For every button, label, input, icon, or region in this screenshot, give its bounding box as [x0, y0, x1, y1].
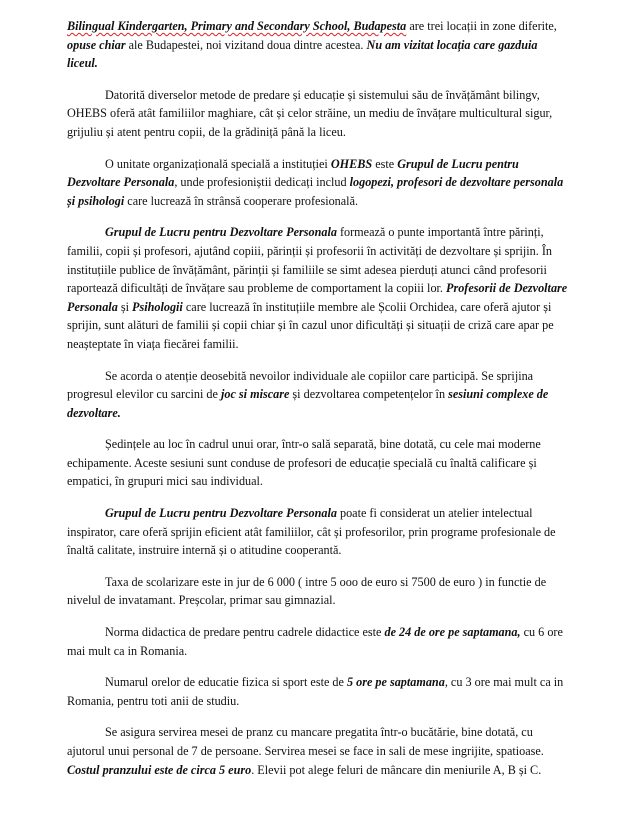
emphasis-run: Profesorii de Dezvoltare Personala [67, 281, 568, 314]
text-run: formează o punte importantă între părinți, familii, copii și profesori, ajutând copiii, părinții și profesorii în activități de dezvoltare și sprijin. În instituțiile publice de învățământ, părinții și familiile se simt adesea pierduți atunci când profesorii raportează dificultăți de învățare sau probleme de comportament la copiii lor. [67, 225, 553, 296]
paragraph-teaching-norm [67, 623, 569, 660]
paragraph-sessions: Ședințele au loc în cadrul unui orar, într-o sală separată, bine dotată, cu cele mai moderne echipamente. Aceste sesiuni sunt conduse de profesori de educație specială cu înaltă calificare și empatici, în grupuri mici sau individual. [67, 437, 541, 489]
text-run: care lucrează în instituțiile membre ale Școlii Orchidea, care oferă ajutor și sprijin, sunt alături de familii și copii chiar și în cazul unor dificultăți și situații de criză care apar pe neașteptate în viața fiecărei familii. [67, 299, 554, 351]
emphasis-run: Grupul de Lucru pentru Dezvoltare Personala [105, 225, 337, 240]
paragraph-methods: Datorită diverselor metode de predare și educație și sistemului său de învățământ bilingv, OHEBS oferă atât familiilor maghiare, cât și celor străine, un mediu de învățare multicultural sigur, grijuliu și atent pentru copii, de la grădiniță până la liceu. [67, 87, 553, 139]
text-run: Se asigura servirea mesei de pranz cu mancare pregatita într-o bucătărie, bine dotată, cu ajutorul unui personal de 7 de persoane. Servirea mesei se face in sali de mese ingrijite, spatioase. [67, 725, 544, 758]
emphasis-run: Nu am vizitat locația care gazduia liceul. [67, 37, 538, 71]
text-run: O unitate organizațională specială a instituției [105, 156, 331, 171]
text-run: ale Budapestei, noi vizitand doua dintre acestea. [125, 37, 367, 52]
text-run: poate fi considerat un atelier intelectual inspirator, care oferă sprijin eficient atât familiilor, cât și profesorilor, prin programe profesionale de înaltă calitate, instruire internă și o atitudine cooperantă. [67, 506, 556, 558]
text-run: Taxa de scolarizare este in jur de 6 000 ( intre 5 ooo de euro si 7500 de euro ) in functie de nivelul de invatamant. Preșcolar, primar sau gimnazial. [67, 574, 547, 608]
text-run: și [117, 299, 133, 314]
paragraph-tuition [67, 573, 569, 610]
paragraph-lunch [67, 723, 569, 779]
text-run: Numarul orelor de educatie fizica si sport este de [105, 675, 347, 690]
text-run: are trei locații in zone diferite, [406, 19, 557, 33]
emphasis-run: Grupul de Lucru pentru Dezvoltare Personala [105, 506, 337, 521]
text-run: Norma didactica de predare pentru cadrele didactice este [105, 625, 385, 640]
emphasis-run: logopezi, profesori de dezvoltare personala și psihologi [67, 175, 564, 208]
emphasis-run: 5 ore pe saptamana [346, 675, 445, 690]
emphasis-run: joc si miscare [220, 387, 290, 402]
paragraph-organization [67, 155, 569, 211]
text-run: care lucrează în strânsă cooperare profesională. [124, 193, 359, 208]
emphasis-run: OHEBS [330, 156, 373, 171]
paragraph-workshop [67, 504, 569, 560]
text-run: și dezvoltarea competențelor în [289, 387, 449, 402]
text-run: este [372, 156, 398, 171]
paragraph-attention [67, 367, 569, 423]
emphasis-run: Costul pranzului este de circa 5 euro [67, 762, 252, 777]
school-name: Bilingual Kindergarten, Primary and Secondary School, Budapesta [67, 19, 407, 33]
paragraph-work-group [67, 223, 569, 353]
paragraph-intro [67, 17, 569, 73]
emphasis-run: Grupul de Lucru pentru Dezvoltare Personala [67, 156, 519, 190]
text-run: Se acorda o atenție deosebită nevoilor individuale ale copiilor care participă. Se sprijina progresul elevilor cu sarcini de [67, 368, 534, 402]
emphasis-run: sesiuni complexe de dezvoltare. [67, 387, 549, 420]
emphasis-run: de 24 de ore pe saptamana, [384, 625, 521, 640]
emphasis-run: Psihologii [132, 299, 183, 314]
text-run: , unde profesioniștii dedicați includ [174, 175, 350, 190]
emphasis-run: opuse chiar [67, 37, 126, 52]
text-run: cu 6 ore mai mult ca in Romania. [67, 625, 563, 658]
paragraph-sport-hours [67, 673, 569, 710]
text-run: . Elevii pot alege feluri de mâncare din meniurile A, B și C. [251, 762, 542, 777]
text-run: , cu 3 ore mai mult ca in Romania, pentru toti anii de studiu. [67, 675, 564, 708]
